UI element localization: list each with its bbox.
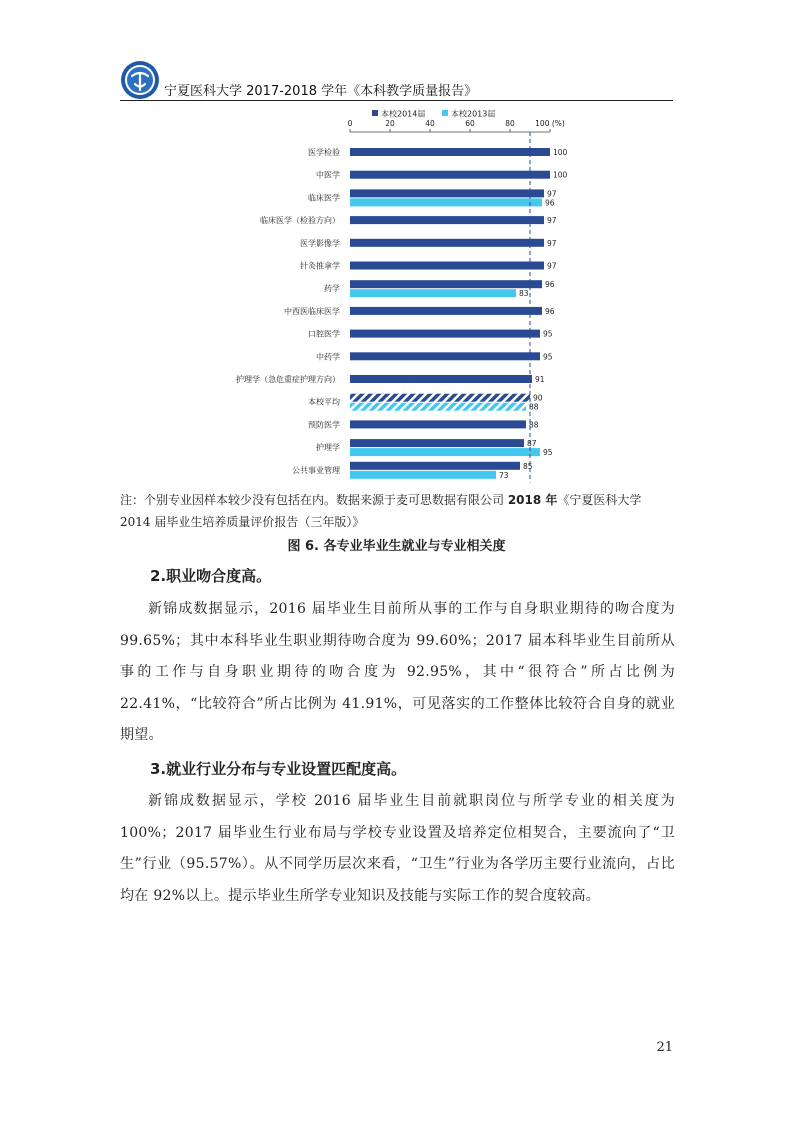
legend-swatch-1 (372, 110, 378, 116)
bar-2013-2 (350, 198, 542, 206)
figure-caption: 图 6. 各专业毕业生就业与专业相关度 (287, 539, 506, 554)
category-label-4: 医学影像学 (300, 238, 340, 248)
category-label-7: 中西医临床医学 (284, 306, 340, 316)
bar-2014-9 (350, 352, 540, 360)
bar-2014-13 (350, 439, 524, 447)
category-label-0: 医学检验 (308, 148, 340, 157)
category-label-13: 护理学 (316, 443, 340, 453)
bar-2014-8 (350, 330, 540, 338)
page-header (120, 60, 673, 102)
x-tick-label-4: 80 (505, 119, 515, 128)
bar-2013-13 (350, 448, 540, 456)
section-paragraph-fit: 新锦成数据显示，2016 届毕业生目前所从事的工作与自身职业期待的吻合度为 99.65%；其中本科毕业生职业期待吻合度为 99.60%；2017 届本科毕业生目前所从事的工作与自身职业期待的吻合度为 92.95%，其中“很符合”所占比例为 22.41%，“比较符合”所占比例为 41.91%，可见落实的工作整体比较符合自身的就业期望。 (120, 601, 675, 743)
x-tick-label-0: 0 (347, 119, 353, 128)
bar-2013-14 (350, 471, 496, 479)
bar-2014-label-3: 97 (547, 216, 557, 226)
bar-2014-label-5: 97 (547, 261, 557, 271)
bar-2014-label-7: 96 (545, 306, 555, 316)
note-text-1: 注：个别专业因样本较少没有包括在内。数据来源于麦可思数据有限公司 (120, 493, 508, 507)
category-label-3: 临床医学（检验方向） (260, 216, 340, 226)
category-label-12: 预防医学 (308, 420, 340, 430)
category-label-10: 护理学（急危重症护理方向） (236, 375, 340, 384)
bar-2014-11 (350, 394, 530, 402)
bar-2014-label-4: 97 (547, 238, 557, 248)
bar-2014-label-10: 91 (535, 375, 545, 384)
bar-2014-label-6: 96 (545, 280, 555, 290)
note-text-2: 《宁夏医科大学 2014 届毕业生培养质量评价报告（三年版）》 (120, 493, 642, 529)
header-rule (120, 100, 673, 101)
bar-2013-label-13: 95 (543, 448, 553, 458)
legend-label-1: 本校2014届 (381, 109, 426, 119)
bar-2014-5 (350, 262, 544, 270)
bar-2013-label-11: 88 (529, 402, 539, 412)
bar-2014-label-14: 85 (523, 461, 533, 471)
bar-2014-6 (350, 280, 542, 288)
legend-swatch-2 (442, 110, 448, 116)
bar-2014-10 (350, 375, 532, 383)
bar-2014-1 (350, 171, 550, 179)
note-year: 2018 年 (507, 493, 558, 507)
x-tick-label-1: 20 (385, 119, 395, 128)
x-tick-label-3: 60 (465, 119, 475, 128)
bar-2014-label-2: 97 (547, 189, 557, 199)
bar-2013-label-14: 73 (499, 470, 509, 480)
legend-label-2: 本校2013届 (451, 109, 496, 119)
category-label-14: 公共事业管理 (292, 465, 340, 475)
bar-2014-label-11: 90 (533, 393, 543, 403)
bar-chart (200, 104, 600, 484)
section-heading-fit: 2.职业吻合度高。 (150, 567, 272, 585)
bar-2014-2 (350, 189, 544, 197)
header-title: 宁夏医科大学 2017-2018 学年《本科教学质量报告》 (164, 84, 478, 99)
section-heading-industry: 3.就业行业分布与专业设置匹配度高。 (150, 760, 407, 778)
figure-note (120, 489, 675, 533)
bar-2014-label-12: 88 (529, 420, 539, 430)
section-paragraph-industry: 新锦成数据显示，学校 2016 届毕业生目前就职岗位与所学专业的相关度为 100%；2017 届毕业生行业布局与学校专业设置及培养定位相契合，主要流向了“卫生”行业（95.57%）。从不同学历层次来看，“卫生”行业为各学历主要行业流向，占比均在 92%以上。提示毕业生所学专业知识及技能与实际工作的契合度较高。 (120, 793, 675, 904)
x-tick-label-2: 40 (425, 119, 435, 128)
category-label-8: 口腔医学 (308, 329, 340, 339)
category-label-9: 中药学 (316, 352, 340, 362)
bar-2013-label-2: 96 (545, 198, 555, 208)
bar-2013-6 (350, 289, 516, 297)
bar-2014-label-8: 95 (543, 329, 553, 339)
bar-2014-label-1: 100 (553, 170, 568, 180)
page-number: 21 (656, 1040, 673, 1055)
bar-2014-7 (350, 307, 542, 315)
bar-2014-0 (350, 148, 550, 156)
bar-2014-label-13: 87 (527, 439, 537, 449)
category-label-6: 药学 (324, 284, 340, 294)
category-label-2: 临床医学 (308, 193, 340, 203)
bar-2013-label-6: 83 (519, 289, 529, 299)
category-label-5: 针灸推拿学 (300, 261, 340, 271)
bar-2014-14 (350, 462, 520, 470)
bar-2013-11 (350, 403, 526, 411)
category-label-1: 中医学 (316, 170, 340, 180)
x-tick-label-5: 100 (%) (535, 119, 565, 128)
bar-2014-label-9: 95 (543, 352, 553, 362)
bar-2014-4 (350, 239, 544, 247)
bar-2014-3 (350, 216, 544, 224)
category-label-11: 本校平均 (308, 397, 340, 407)
university-logo-icon (120, 60, 160, 100)
bar-2014-12 (350, 420, 526, 428)
bar-2014-label-0: 100 (553, 148, 568, 157)
